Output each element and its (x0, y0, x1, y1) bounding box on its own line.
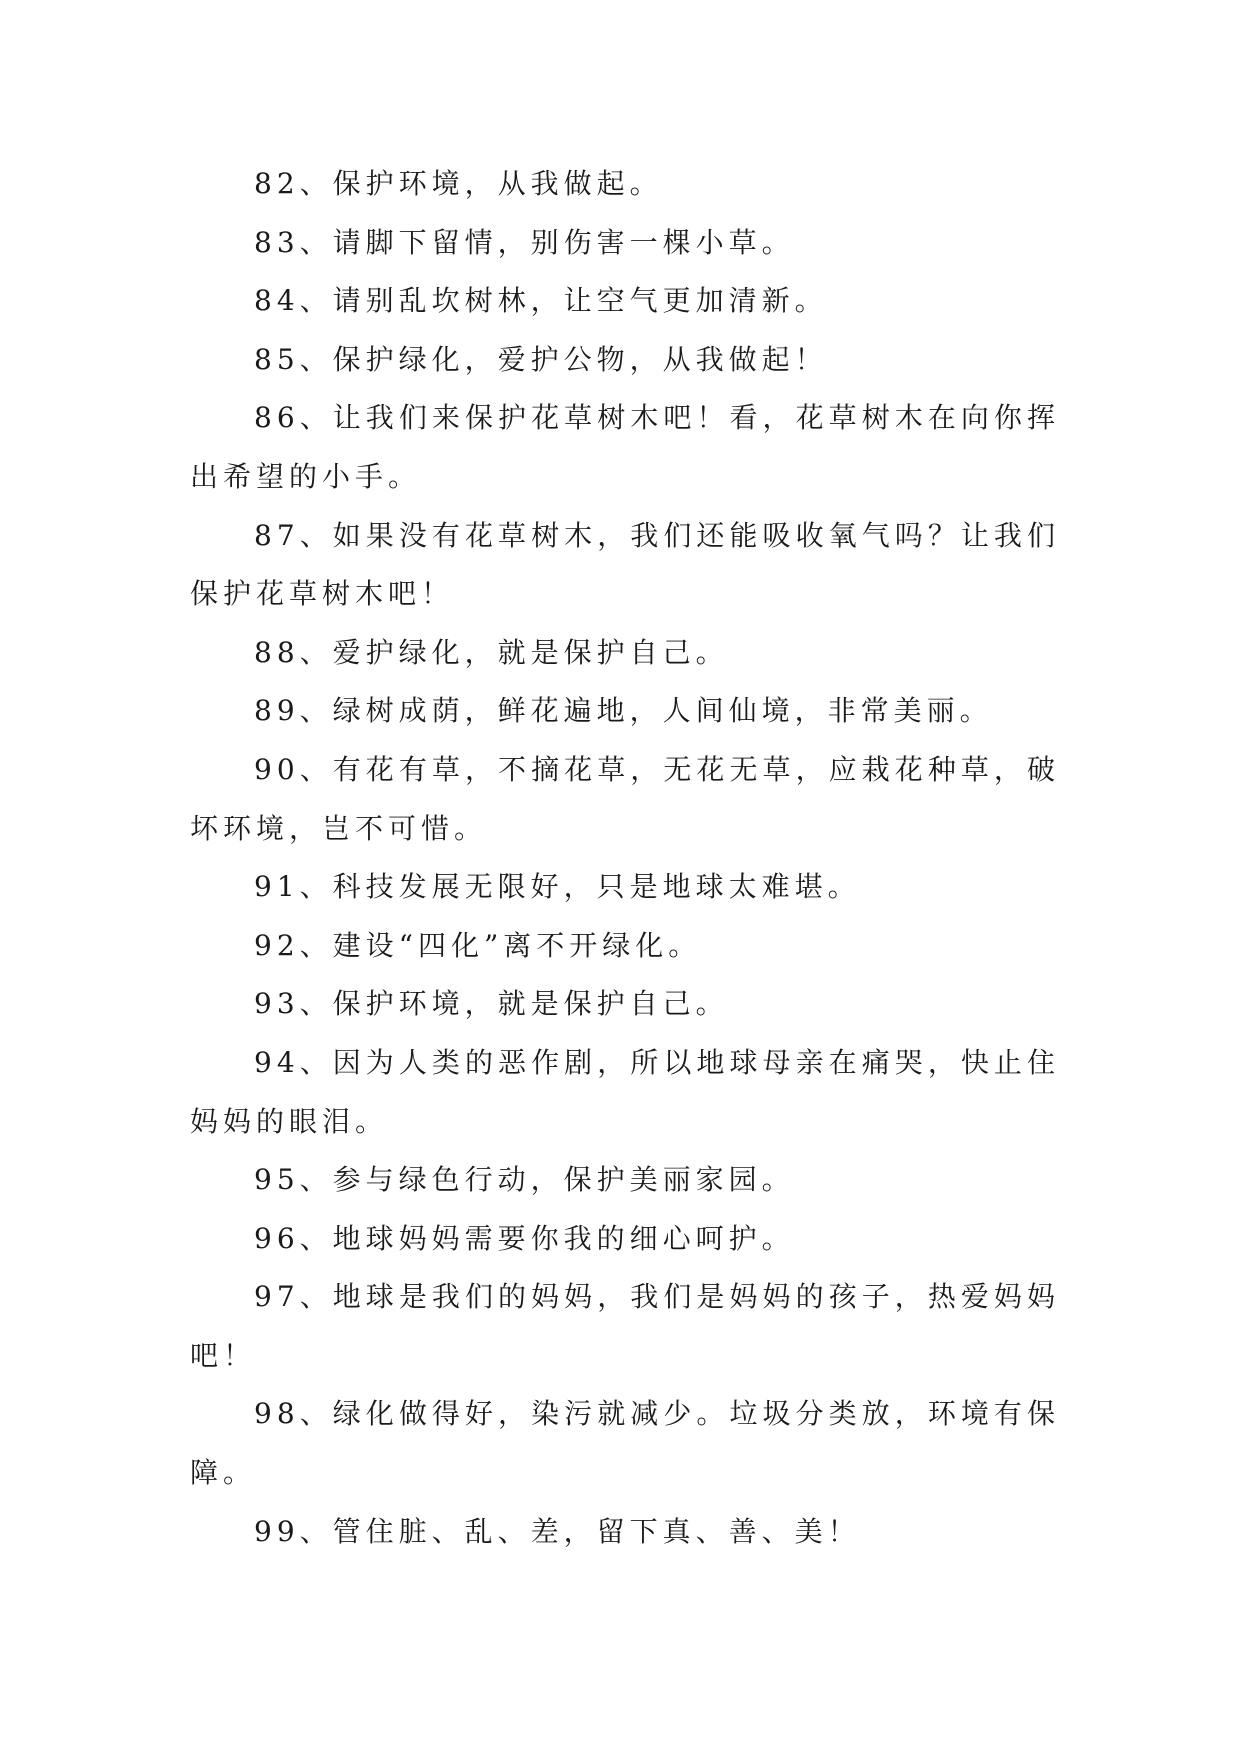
paragraph-92: 92、建设“四化”离不开绿化。 (254, 928, 702, 962)
paragraph-91: 91、科技发展无限好，只是地球太难堪。 (254, 870, 861, 904)
document-body (190, 155, 1060, 1561)
paragraph-93: 93、保护环境，就是保护自己。 (254, 987, 729, 1021)
paragraph-85: 85、保护绿化，爱护公物，从我做起！ (254, 342, 828, 376)
paragraph-97: 97、地球是我们的妈妈，我们是妈妈的孩子，热爱妈妈吧！ (190, 1280, 1060, 1372)
paragraph-88: 88、爱护绿化，就是保护自己。 (254, 635, 729, 669)
paragraph-94: 94、因为人类的恶作剧，所以地球母亲在痛哭，快止住妈妈的眼泪。 (190, 1045, 1060, 1138)
paragraph-96: 96、地球妈妈需要你我的细心呵护。 (254, 1221, 795, 1255)
paragraph-95: 95、参与绿色行动，保护美丽家园。 (254, 1163, 795, 1197)
paragraph-90: 90、有花有草，不摘花草，无花无草，应栽花种草，破坏环境，岂不可惜。 (190, 752, 1060, 845)
paragraph-84: 84、请别乱坎树林，让空气更加清新。 (254, 284, 828, 318)
paragraph-99: 99、管住脏、乱、差，留下真、善、美！ (254, 1514, 861, 1548)
paragraph-86: 86、让我们来保护花草树木吧！看，花草树木在向你挥出希望的小手。 (190, 401, 1060, 493)
paragraph-87: 87、如果没有花草树木，我们还能吸收氧气吗？让我们保护花草树木吧！ (190, 518, 1060, 611)
paragraph-98: 98、绿化做得好，染污就减少。垃圾分类放，环境有保障。 (190, 1397, 1060, 1490)
paragraph-83: 83、请脚下留情，别伤害一棵小草。 (254, 225, 795, 259)
paragraph-82: 82、保护环境，从我做起。 (254, 167, 663, 200)
paragraph-89: 89、绿树成荫，鲜花遍地，人间仙境，非常美丽。 (254, 694, 993, 728)
